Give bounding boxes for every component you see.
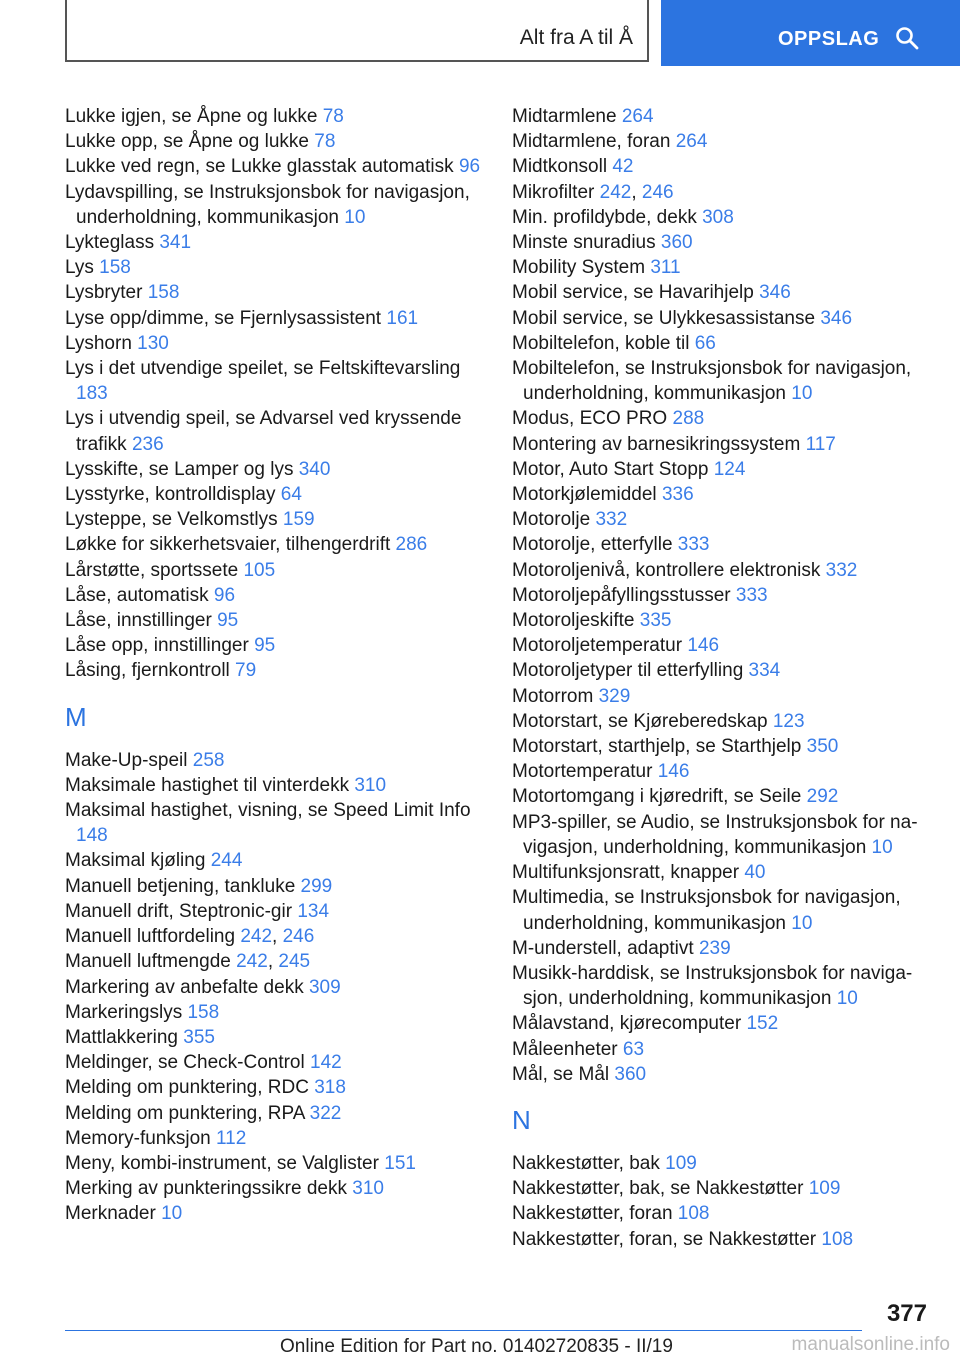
index-entry-text: Mikrofilter	[512, 181, 595, 203]
index-entry-text: Maksimal hastighet, visning, se Speed Limit Info	[65, 800, 471, 822]
index-entry-text: Merknader	[65, 1203, 156, 1225]
page-link[interactable]: 183	[76, 383, 108, 405]
page-link[interactable]: 242	[240, 926, 273, 948]
index-entry-text: Midtkonsoll	[512, 156, 608, 178]
page-link[interactable]: 332	[825, 559, 858, 581]
index-entry	[65, 104, 485, 129]
index-entry-text: Maksimal kjøling	[65, 850, 206, 872]
index-entry	[512, 885, 932, 935]
index-entry	[65, 773, 485, 798]
page-link[interactable]: 310	[352, 1178, 384, 1200]
page-link[interactable]: 318	[314, 1077, 346, 1099]
page-link[interactable]: 299	[300, 875, 333, 897]
page-number: 377	[886, 1300, 927, 1327]
page-link[interactable]: 152	[746, 1013, 779, 1035]
index-entry	[512, 734, 932, 759]
page-link[interactable]: 242	[236, 951, 268, 973]
index-entry	[65, 1176, 485, 1201]
page-link[interactable]: 10	[791, 383, 813, 405]
index-entry-text: Nakkestøtter, foran	[512, 1203, 673, 1225]
index-entry-text: Manuell luftfordeling	[65, 926, 236, 948]
section-letter: M	[65, 701, 87, 732]
page-link[interactable]: 309	[308, 976, 341, 998]
index-entry	[65, 558, 485, 583]
index-entry	[65, 975, 485, 1000]
page-link[interactable]: 336	[661, 484, 694, 506]
index-entry-text: Løkke for sikkerhetsvaier, tilhengerdrift	[65, 534, 391, 556]
page-link[interactable]: 236	[131, 433, 164, 455]
page-link[interactable]: 130	[137, 332, 169, 354]
page-link[interactable]: 334	[748, 660, 781, 682]
page-link[interactable]: 78	[314, 131, 336, 153]
index-entry-text: Multifunksjonsratt, knapper	[512, 862, 740, 884]
index-entry	[65, 482, 485, 507]
index-entry	[65, 1050, 485, 1075]
index-entry-text: Lysskifte, se Lamper og lys	[65, 458, 294, 480]
index-entry	[512, 1176, 932, 1201]
footer-edition: Online Edition for Part no. 01402720835 - II/19	[280, 1336, 673, 1357]
page-link[interactable]: 244	[210, 850, 243, 872]
index-entry-text: Merking av punkteringssikre dekk	[65, 1178, 347, 1200]
index-entry	[65, 583, 485, 608]
index-entry-text: Nakkestøtter, foran, se Nakkestøtter	[512, 1228, 817, 1250]
index-entry	[65, 608, 485, 633]
page-link[interactable]: 78	[322, 106, 344, 127]
index-entry	[512, 432, 932, 457]
index-entry-text: Mattlakkering	[65, 1026, 178, 1048]
index-entry	[512, 784, 932, 809]
index-entry: Manuell luftmengde 242, 245	[65, 951, 311, 973]
page-link[interactable]: 109	[665, 1152, 697, 1174]
page-link[interactable]: 158	[147, 282, 180, 304]
page-link[interactable]: 105	[243, 559, 276, 581]
index-entry	[65, 748, 485, 773]
page-link[interactable]: 95	[217, 610, 239, 632]
page-link[interactable]: 360	[660, 232, 693, 254]
index-entry	[512, 633, 932, 658]
page-link[interactable]: 161	[386, 307, 419, 329]
page-link[interactable]: 64	[280, 484, 302, 506]
page-link[interactable]: 333	[735, 584, 768, 606]
index-entry-text: Motoroljetyper til etterfylling	[512, 660, 744, 682]
page-link[interactable]: 292	[806, 786, 839, 808]
page-link[interactable]: 112	[216, 1127, 247, 1149]
index-entry-text: Motoroljeskifte	[512, 610, 635, 632]
page-link[interactable]: 95	[254, 635, 276, 657]
page-link[interactable]: 308	[702, 206, 734, 228]
index-entry-text: Motorolje	[512, 509, 591, 531]
index-entry	[65, 874, 485, 899]
index-entry	[65, 507, 485, 532]
index-entry	[512, 810, 932, 860]
index-entry	[512, 608, 932, 633]
page-link[interactable]: 360	[614, 1063, 647, 1085]
index-entry	[512, 280, 932, 305]
index-entry	[65, 356, 485, 406]
index-entry	[65, 457, 485, 482]
index-entry	[512, 507, 932, 532]
index-entry-text: Midtarmlene	[512, 106, 617, 127]
index-entry-text: Lydavspilling, se Instruksjonsbok for navigasjon, underholdning, kommunikasjon	[65, 181, 470, 228]
index-entry	[512, 961, 932, 1011]
index-entry-text: Motorkjølemiddel	[512, 484, 657, 506]
section-letter: N	[512, 1104, 531, 1135]
index-entry	[512, 1151, 932, 1176]
tab-lookup[interactable]	[661, 0, 960, 66]
index-entry	[512, 759, 932, 784]
index-entry	[512, 104, 932, 129]
index-entry	[65, 633, 485, 658]
page-link[interactable]: 239	[698, 937, 731, 959]
page-link[interactable]: 108	[677, 1203, 710, 1225]
index-entry-text: Motoroljenivå, kontrollere elektronisk	[512, 559, 821, 581]
index-entry: Mikrofilter 242, 246	[512, 181, 674, 203]
tab-a-to-z-label: Alt fra A til Å	[519, 26, 633, 49]
page-link[interactable]: 350	[806, 736, 839, 758]
page-link[interactable]: 264	[675, 131, 708, 153]
page-link[interactable]: 63	[622, 1038, 645, 1060]
page-link[interactable]: 346	[759, 282, 791, 304]
page-link[interactable]: 148	[76, 825, 108, 847]
index-entry-text: Lukke ved regn, se Lukke glasstak automatisk	[65, 156, 454, 178]
page-link[interactable]: 159	[282, 509, 315, 531]
page-link[interactable]: 123	[772, 710, 805, 732]
index-entry	[65, 798, 485, 848]
index-entry-text: Mobiltelefon, se Instruksjonsbok for navigasjon, underholdning, kommunikasjon	[512, 358, 912, 405]
tab-lookup-label: OPPSLAG	[778, 28, 880, 50]
index-entry-text: Meldinger, se Check-Control	[65, 1052, 305, 1074]
index-entry-text: Lyse opp/dimme, se Fjernlysassistent	[65, 307, 382, 329]
index-entry-text: Mål, se Mål	[512, 1063, 610, 1085]
index-entry-text: Lukke opp, se Åpne og lukke	[65, 131, 310, 153]
page-link[interactable]: 286	[395, 534, 428, 556]
index-entry-text: Lyshorn	[65, 332, 132, 354]
index-entry	[512, 205, 932, 230]
index-entry-text: Modus, ECO PRO	[512, 408, 668, 430]
page-link[interactable]: 322	[309, 1102, 342, 1124]
page-link[interactable]: 245	[278, 951, 311, 973]
index-entry	[512, 1227, 932, 1252]
page-link[interactable]: 10	[161, 1203, 183, 1225]
footer-divider	[65, 1330, 862, 1331]
page-header	[0, 0, 960, 66]
page-link[interactable]: 329	[598, 685, 631, 707]
index-entry-text: Manuell luftmengde	[65, 951, 231, 973]
index-entry	[512, 482, 932, 507]
index-entry-text: Montering av barnesikringssystem	[512, 433, 801, 455]
index-entry	[512, 129, 932, 154]
tab-a-to-z[interactable]	[65, 0, 649, 62]
index-entry-text: Lukke igjen, se Åpne og lukke	[65, 106, 318, 127]
index-entry	[512, 936, 932, 961]
index-entry	[512, 154, 932, 179]
index-entry-text: Markeringslys	[65, 1001, 183, 1023]
page-link[interactable]: 10	[791, 912, 813, 934]
index-entry-text: Låse opp, innstillinger	[65, 635, 249, 657]
index-entry	[512, 230, 932, 255]
page-link[interactable]: 109	[808, 1178, 841, 1200]
page-link[interactable]: 151	[384, 1152, 416, 1174]
index-entry-text: Motorstart, se Kjøreberedskap	[512, 710, 768, 732]
index-entry	[65, 899, 485, 924]
page-link[interactable]: 332	[595, 509, 628, 531]
page-link[interactable]: 355	[183, 1026, 215, 1048]
index-entry-text: Meny, kombi-instrument, se Valglister	[65, 1152, 379, 1174]
index-entry-text: Måleenheter	[512, 1038, 618, 1060]
index-entry	[65, 658, 485, 683]
page-link[interactable]: 335	[639, 610, 672, 632]
index-entry	[65, 230, 485, 255]
index-column-right	[512, 104, 932, 1252]
index-entry	[65, 1025, 485, 1050]
index-entry	[65, 1000, 485, 1025]
footer-brand-watermark: manualsonline.info	[791, 1334, 950, 1355]
index-entry-text: Låsing, fjernkontroll	[65, 660, 230, 682]
page-link[interactable]: 333	[677, 534, 710, 556]
index-entry	[65, 848, 485, 873]
index-entry-text: Mobil service, se Ulykkesassistanse	[512, 307, 816, 329]
index-entry-text: Lys i utvendig speil, se Advarsel ved kryssende trafikk	[65, 408, 462, 455]
index-entry-text: Markering av anbefalte dekk	[65, 976, 304, 998]
index-entry	[65, 1101, 485, 1126]
index-entry-text: Lysteppe, se Velkomstlys	[65, 509, 278, 531]
index-entry	[512, 306, 932, 331]
page-link[interactable]: 158	[99, 257, 131, 279]
index-entry-text: Låse, innstillinger	[65, 610, 212, 632]
index-entry-text: Motoroljepåfyllingsstusser	[512, 584, 731, 606]
page-link[interactable]: 311	[650, 257, 681, 279]
index-entry	[65, 129, 485, 154]
index-entry	[65, 306, 485, 331]
index-entry	[512, 583, 932, 608]
index-entry	[512, 356, 932, 406]
index-entry	[65, 180, 485, 230]
index-entry: Manuell luftfordeling 242, 246	[65, 926, 315, 948]
index-entry	[65, 1075, 485, 1100]
page-link[interactable]: 142	[310, 1052, 342, 1074]
index-entry	[65, 1126, 485, 1151]
index-entry-text: Mobiltelefon, koble til	[512, 332, 690, 354]
index-entry-text: Memory-funksjon	[65, 1127, 211, 1149]
index-entry	[512, 406, 932, 431]
index-entry-text: Lysbryter	[65, 282, 143, 304]
index-entry-text: Lys i det utvendige speilet, se Feltskiftevarsling	[65, 358, 461, 380]
index-entry-text: Melding om punktering, RDC	[65, 1077, 309, 1099]
index-entry-text: Mobility System	[512, 257, 646, 279]
index-entry-text: Maksimale hastighet til vinterdekk	[65, 774, 350, 796]
index-entry-text: Melding om punktering, RPA	[65, 1102, 305, 1124]
page-link[interactable]: 242	[599, 181, 632, 203]
page-link[interactable]: 288	[672, 408, 705, 430]
index-entry-text: Målavstand, kjørecomputer	[512, 1013, 742, 1035]
index-column-left	[65, 104, 485, 1227]
index-entry	[65, 406, 485, 456]
page-link[interactable]: 10	[344, 206, 366, 228]
index-entry	[512, 331, 932, 356]
index-entry	[65, 532, 485, 557]
index-entry-text: Nakkestøtter, bak, se Nakkestøtter	[512, 1178, 804, 1200]
page-link[interactable]: 246	[282, 926, 315, 948]
index-entry	[512, 658, 932, 683]
index-entry	[65, 255, 485, 280]
index-entry	[512, 860, 932, 885]
index-entry-text: Motoroljetemperatur	[512, 635, 683, 657]
index-entry	[65, 1201, 485, 1226]
index-entry-text: M-understell, adaptivt	[512, 937, 694, 959]
index-entry-text: Min. profildybde, dekk	[512, 206, 697, 228]
page-link[interactable]: 146	[657, 761, 690, 783]
page-link[interactable]: 124	[713, 458, 746, 480]
index-entry	[65, 154, 485, 179]
search-icon	[895, 26, 919, 50]
index-entry	[512, 1201, 932, 1226]
index-entry	[512, 684, 932, 709]
index-entry-text: Motorstart, starthjelp, se Starthjelp	[512, 736, 802, 758]
page-link[interactable]: 96	[213, 584, 236, 606]
index-entry-text: Lysstyrke, kontrolldisplay	[65, 484, 276, 506]
page-link[interactable]: 158	[187, 1001, 220, 1023]
index-entry	[512, 532, 932, 557]
page-link[interactable]: 108	[821, 1228, 854, 1250]
index-entry-text: Lys	[65, 257, 94, 279]
index-entry-text: Multimedia, se Instruksjonsbok for navigasjon, underholdning, kommunikasjon	[512, 887, 901, 934]
index-entry-text: Lykteglass	[65, 232, 155, 254]
index-entry-text: Motorolje, etterfylle	[512, 534, 673, 556]
page-link[interactable]: 96	[458, 156, 481, 178]
index-entry-text: Motortemperatur	[512, 761, 653, 783]
index-entry-text: Motortomgang i kjøredrift, se Seile	[512, 786, 802, 808]
page-link[interactable]: 79	[235, 660, 257, 682]
page-link[interactable]: 40	[744, 862, 766, 884]
page-link[interactable]: 246	[641, 181, 674, 203]
index-entry-text: Motorrom	[512, 685, 594, 707]
index-entry	[512, 558, 932, 583]
page-link[interactable]: 134	[297, 900, 330, 922]
index-entry	[512, 457, 932, 482]
index-entry	[512, 1037, 932, 1062]
index-entry	[65, 280, 485, 305]
index-entry-text: Lårstøtte, sportssete	[65, 559, 239, 581]
page-link[interactable]: 42	[612, 156, 634, 178]
page-link[interactable]: 346	[820, 307, 853, 329]
page-link[interactable]: 341	[159, 232, 192, 254]
index-entry	[65, 1151, 485, 1176]
index-entry	[512, 1011, 932, 1036]
index-entry	[65, 331, 485, 356]
page-link[interactable]: 310	[354, 774, 387, 796]
index-entry-text: Manuell drift, Steptronic-gir	[65, 900, 293, 922]
index-entry-text: Minste snuradius	[512, 232, 656, 254]
page-link[interactable]: 10	[836, 988, 858, 1010]
page-link[interactable]: 117	[805, 433, 836, 455]
index-entry-text: Midtarmlene, foran	[512, 131, 671, 153]
page-link[interactable]: 340	[298, 458, 331, 480]
index-entry-text: Motor, Auto Start Stopp	[512, 458, 709, 480]
index-entry	[512, 1062, 932, 1087]
index-entry	[512, 709, 932, 734]
index-entry-text: Nakkestøtter, bak	[512, 1152, 660, 1174]
page-link[interactable]: 264	[621, 106, 654, 127]
index-entry	[512, 255, 932, 280]
page-link[interactable]: 146	[687, 635, 720, 657]
page-link[interactable]: 10	[871, 836, 893, 858]
page-link[interactable]: 66	[694, 332, 716, 354]
page-link[interactable]: 258	[192, 749, 225, 771]
index-entry-text: Manuell betjening, tankluke	[65, 875, 296, 897]
index-entry-text: Mobil service, se Havarihjelp	[512, 282, 754, 304]
index-entry-text: Låse, automatisk	[65, 584, 209, 606]
index-entry-text: Musikk-harddisk, se Instruksjonsbok for navigasjon, underholdning, kommunikasjon	[512, 962, 913, 1010]
index-entry-text: Make-Up-speil	[65, 749, 188, 771]
index-entry-text: MP3-spiller, se Audio, se Instruksjonsbok for navigasjon, underholdning, kommunikasjon	[512, 811, 918, 858]
